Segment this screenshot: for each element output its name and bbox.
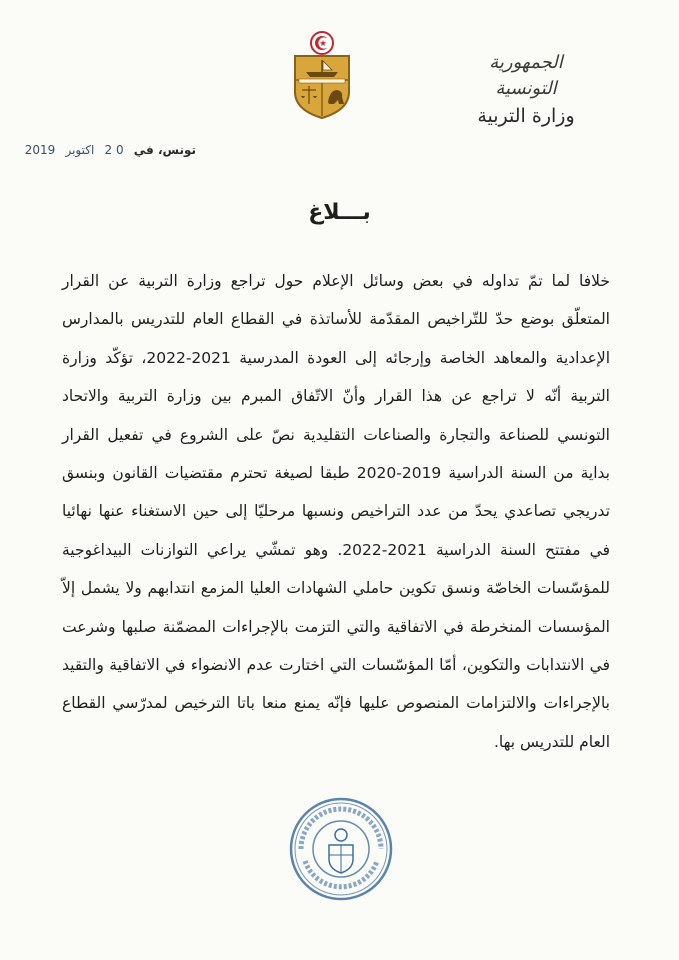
date-stamp-year: 2019 <box>24 143 56 157</box>
date-line <box>24 143 196 157</box>
date-place: تونس، في <box>133 143 196 157</box>
announcement-title: بـــلاغ <box>308 200 371 225</box>
ministry-seal-icon <box>287 795 395 903</box>
ministry-name: وزارة التربية <box>477 105 575 127</box>
date-stamp-day: 0 2 <box>104 143 124 157</box>
body-paragraph: خلافا لما تمّ تداوله في بعض وسائل الإعلام حول تراجع وزارة التربية عن القرار المتعلّق بوضع حدّ للتّراخيص المقدّمة للأساتذة في القطاع العام للتدريس بالمدارس الإعدادية والمعاهد الخاصة وإرجائه إلى العودة المدرسية 2021-2022، تؤكّد وزارة التربية أنّه لا تراجع عن هذا القرار وأنّ الاتّفاق المبرم بين وزارة التربية والاتحاد التونسي للصناعة والتجارة والصناعات التقليدية نصّ على الشروع في تفعيل القرار بداية من السنة الدراسية 2019-2020 طبقا لصيغة تحترم مقتضيات القانون وبنسق تدريجي تصاعدي يحدّ من عدد التراخيص ونسبها مرحليّا إلى حين الاستغناء عنها نهائيا في مفتتح السنة الدراسية 2021-2022. وهو تمشّي يراعي التوازنات البيداغوجية للمؤسّسات الخاصّة ونسق تكوين حاملي الشهادات العليا المزمع انتدابهم ولا يشمل إلاّ المؤسسات المنخرطة في الاتفاقية والتي التزمت بالإجراءات المضمّنة صلبها وشرعت في الانتدابات والتكوين، أمّا المؤسّسات التي اختارت عدم الانضواء في الاتفاقية والتقيد بالإجراءات والالتزامات المنصوص عليها فإنّه يمنع منعا باتا الترخيص لمدرّسي القطاع العام للتدريس بها. <box>62 272 610 751</box>
date-stamp-month: اكتوبر <box>65 143 95 157</box>
announcement-body <box>62 262 610 761</box>
letterhead <box>461 50 591 130</box>
coat-of-arms-icon <box>290 30 354 120</box>
republic-name: الجمهورية التونسية <box>489 52 563 99</box>
